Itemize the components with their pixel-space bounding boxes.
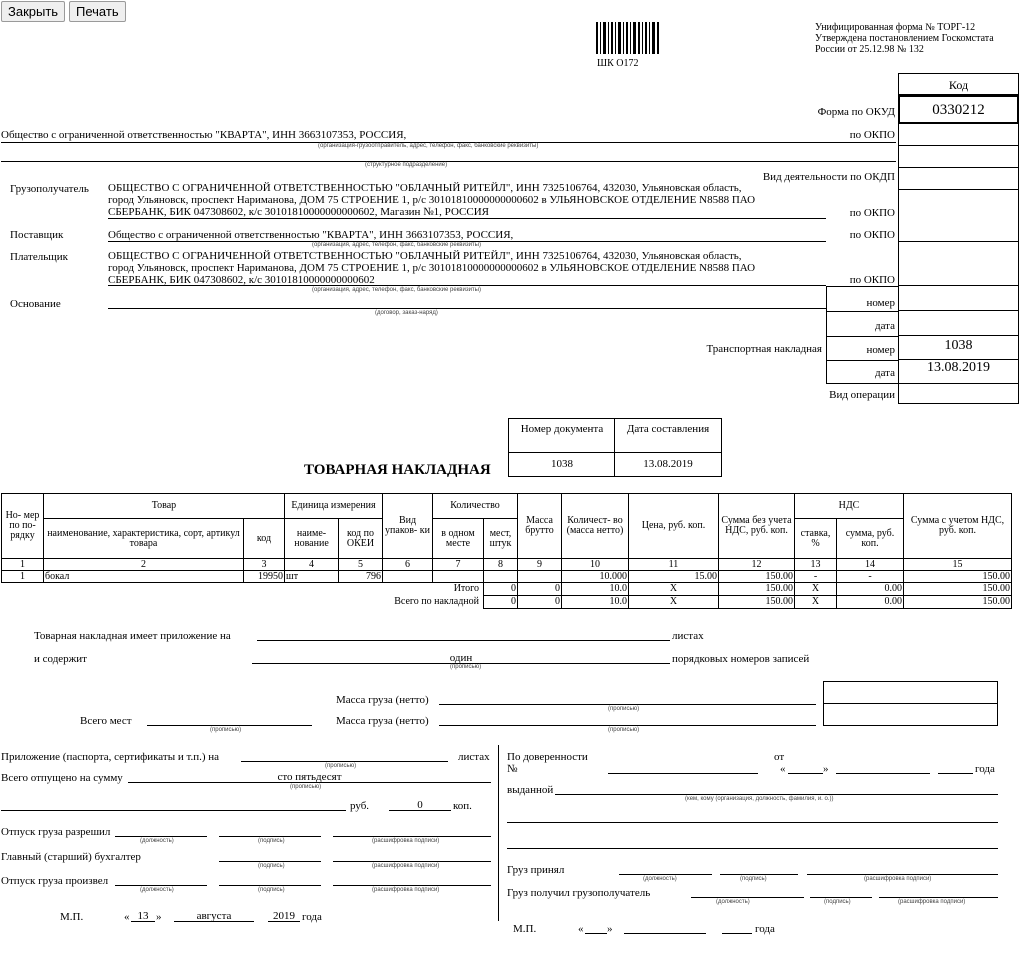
sheets-label-1: листах bbox=[672, 630, 704, 642]
th-pack: Вид упаков- ки bbox=[383, 494, 433, 559]
issued-label: выданной bbox=[507, 784, 554, 796]
code-header: Код bbox=[898, 73, 1019, 95]
okpo-shipper-cell bbox=[898, 124, 1019, 146]
okpo-consignee-cell bbox=[898, 190, 1019, 242]
basis-number-cell bbox=[898, 286, 1019, 311]
barcode-label: ШК О172 bbox=[597, 58, 639, 69]
th-unit: Единица измерения bbox=[285, 494, 383, 519]
supplier-hint: (организация, адрес, телефон, факс, банковские реквизиты) bbox=[312, 242, 481, 248]
kop-label: коп. bbox=[453, 800, 472, 812]
close-button[interactable]: Закрыть bbox=[1, 1, 65, 22]
th-vat-sum: сумма, руб. коп. bbox=[837, 519, 904, 559]
okpo-label-3: по ОКПО bbox=[849, 229, 895, 241]
proxy-label: По доверенности № bbox=[507, 751, 588, 775]
transport-date-value: 13.08.2019 bbox=[898, 360, 1019, 384]
itogo-row: Итого 0 0 10.0 X 150.00 X 0.00 150.00 bbox=[453, 583, 1010, 595]
kop-value: 0 bbox=[417, 799, 423, 811]
th-qty: Количество bbox=[433, 494, 518, 519]
print-button[interactable]: Печать bbox=[69, 1, 126, 22]
th-net: Количест- во (масса нетто) bbox=[562, 494, 629, 559]
contains-value: один bbox=[449, 652, 473, 664]
doc-date-value: 13.08.2019 bbox=[643, 458, 693, 470]
okpo-label-4: по ОКПО bbox=[849, 274, 895, 286]
received-label: Груз принял bbox=[507, 864, 565, 876]
payer-label: Плательщик bbox=[10, 251, 68, 263]
data-label-2: дата bbox=[874, 367, 895, 379]
released-value: сто пятьдесят bbox=[277, 771, 342, 783]
allowed-label: Отпуск груза разрешил bbox=[1, 826, 111, 838]
shipper-hint: (организация-грузоотправитель, адрес, телефон, факс, банковские реквизиты) bbox=[318, 143, 539, 149]
th-qty-one: в одном месте bbox=[433, 519, 484, 559]
division-hint: (структурное подразделение) bbox=[365, 162, 448, 168]
footer-divider bbox=[498, 745, 499, 921]
th-gross: Масса брутто bbox=[518, 494, 562, 559]
th-sum-vat: Сумма с учетом НДС, руб. коп. bbox=[904, 494, 1012, 559]
data-label-1: дата bbox=[874, 320, 895, 332]
okdp-cell bbox=[898, 168, 1019, 190]
th-vat-rate: ставка, % bbox=[795, 519, 837, 559]
mp-label-1: М.П. bbox=[60, 911, 84, 923]
th-goods: Товар bbox=[44, 494, 285, 519]
mp-label-2: М.П. bbox=[513, 923, 537, 935]
doc-number-value: 1038 bbox=[551, 458, 573, 470]
col-numbers-row: 1 2 3 4 5 6 7 8 9 10 11 12 13 14 15 bbox=[2, 559, 1012, 571]
th-vat: НДС bbox=[795, 494, 904, 519]
payer-hint: (организация, адрес, телефон, факс, банковские реквизиты) bbox=[312, 287, 481, 293]
nomer-label-1: номер bbox=[866, 297, 895, 309]
supplier-label: Поставщик bbox=[10, 229, 64, 241]
basis-date-cell bbox=[898, 311, 1019, 336]
okud-label: Форма по ОКУД bbox=[817, 106, 895, 118]
okud-value: 0330212 bbox=[898, 95, 1019, 124]
th-num: Но- мер по по- рядку bbox=[2, 494, 44, 559]
released-label: Всего отпущено на сумму bbox=[1, 772, 123, 784]
consignee-value: ОБЩЕСТВО С ОГРАНИЧЕННОЙ ОТВЕТСТВЕННОСТЬЮ "ОБЛАЧНЫЙ РИТЕЙЛ", ИНН 7325106764, 432030, Ульяновская область, город Ульяновск, проспект Нариманова, ДОМ 75 СТРОЕНИЕ 1, р/с 30101810000000000602 в УЛЬЯНОВСКОЕ ОТДЕЛЕНИЕ N8588 ПАО СБЕРБАНК, БИК 047308602, к/с 30101810000000000602, Магазин №1, РОССИЯ bbox=[108, 182, 756, 218]
year-value: 2019 bbox=[273, 910, 295, 922]
okpo-supplier-cell bbox=[898, 242, 1019, 286]
records-label: порядковых номеров записей bbox=[672, 653, 810, 665]
consignee-label: Грузополучатель bbox=[10, 183, 89, 195]
form-header: Унифицированная форма № ТОРГ-12 Утверждена постановлением Госкомстата России от 25.12.98 № 132 bbox=[815, 22, 994, 55]
doc-date-label: Дата составления bbox=[626, 423, 710, 435]
operation-cell bbox=[898, 384, 1019, 404]
th-goods-code: код bbox=[244, 519, 285, 559]
goods-table bbox=[1, 493, 1012, 609]
net-mass-label-1: Масса груза (нетто) bbox=[336, 694, 429, 706]
sheets-label-2: листах bbox=[458, 751, 490, 763]
shipper-name: Общество с ограниченной ответственностью "КВАРТА", ИНН 3663107353, РОССИЯ, bbox=[1, 129, 407, 141]
document-title: ТОВАРНАЯ НАКЛАДНАЯ bbox=[304, 462, 491, 478]
contains-label: и содержит bbox=[34, 653, 87, 665]
month-value: августа bbox=[196, 910, 232, 922]
accountant-label: Главный (старший) бухгалтер bbox=[1, 851, 141, 863]
empty-code-cell bbox=[898, 146, 1019, 168]
docs-label: Приложение (паспорта, сертификаты и т.п.) на bbox=[1, 751, 220, 763]
produced-label: Отпуск груза произвел bbox=[1, 875, 109, 887]
doc-number-label: Номер документа bbox=[520, 423, 604, 435]
th-goods-name: наименование, характеристика, сорт, артикул товара bbox=[44, 519, 244, 559]
vsego-row: Всего по накладной 0 0 10.0 X 150.00 X 0.00 150.00 bbox=[394, 596, 1010, 607]
appendix-label: Товарная накладная имеет приложение на bbox=[34, 630, 231, 642]
rub-label: руб. bbox=[350, 800, 370, 812]
table-row: 1 бокал 19950 шт 796 10.000 15.00 150.00 - - 150.00 bbox=[2, 571, 1012, 583]
operation-label: Вид операции bbox=[829, 389, 895, 401]
th-qty-places: мест, штук bbox=[484, 519, 518, 559]
th-sum-novat: Сумма без учета НДС, руб. коп. bbox=[719, 494, 795, 559]
from-label: от bbox=[774, 751, 785, 763]
transport-number-value: 1038 bbox=[898, 336, 1019, 360]
transport-label: Транспортная накладная bbox=[706, 343, 822, 355]
received-by-label: Груз получил грузополучатель bbox=[507, 887, 651, 899]
okpo-label-1: по ОКПО bbox=[849, 129, 895, 141]
payer-value: ОБЩЕСТВО С ОГРАНИЧЕННОЙ ОТВЕТСТВЕННОСТЬЮ "ОБЛАЧНЫЙ РИТЕЙЛ", ИНН 7325106764, 432030, Ульяновская область, город Ульяновск, проспект Нариманова, ДОМ 75 СТРОЕНИЕ 1, р/с 30101810000000000602 в УЛЬЯНОВСКОЕ ОТДЕЛЕНИЕ N8588 ПАО СБЕРБАНК, БИК 047308602, к/с 30101810000000000602 bbox=[108, 250, 756, 286]
okpo-label-2: по ОКПО bbox=[849, 207, 895, 219]
th-unit-okei: код по ОКЕИ bbox=[339, 519, 383, 559]
basis-label: Основание bbox=[10, 298, 61, 310]
places-label: Всего мест bbox=[80, 715, 132, 727]
net-mass-label-2: Масса груза (нетто) bbox=[336, 715, 429, 727]
nomer-label-2: номер bbox=[866, 344, 895, 356]
supplier-value: Общество с ограниченной ответственностью "КВАРТА", ИНН 3663107353, РОССИЯ, bbox=[108, 229, 514, 241]
th-unit-name: наиме- нование bbox=[285, 519, 339, 559]
okdp-label: Вид деятельности по ОКДП bbox=[762, 171, 895, 183]
th-price: Цена, руб. коп. bbox=[629, 494, 719, 559]
barcode-image bbox=[596, 22, 660, 54]
basis-hint: (договор, заказ-наряд) bbox=[375, 310, 438, 316]
day-value: 13 bbox=[137, 910, 149, 922]
